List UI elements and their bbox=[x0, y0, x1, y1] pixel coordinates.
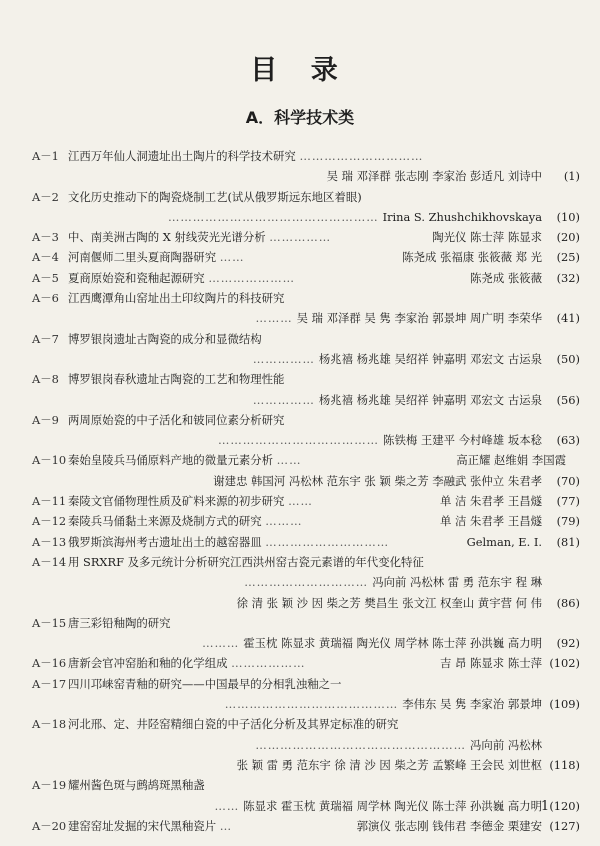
toc-entry[interactable]: A－15 唐三彩铅釉陶的研究 ……… 霍玉枕 陈显求 黄瑞福 陶光仪 周学林 陈士萍 孙洪巍 高力明 (92) bbox=[32, 613, 580, 654]
entry-page: (118) bbox=[549, 757, 580, 772]
toc-entry[interactable]: A－16 唐新会官冲窑胎和釉的化学组成 ……………… 吉 昂 陈显求 陈士萍 (102) bbox=[32, 653, 580, 673]
toc-entry[interactable]: A－14 用 SRXRF 及多元统计分析研究江西洪州窑古瓷元素谱的年代变化特征 ………………………… 冯向前 冯松林 雷 勇 范东宇 程 琳 徐 清 张 颖 沙 因 柴之芳 樊昌生 张文江 权奎山 黄宇营 何 伟 (86) bbox=[32, 552, 580, 613]
entry-code: A－14 bbox=[32, 554, 67, 569]
entry-title: 用 SRXRF 及多元统计分析研究江西洪州窑古瓷元素谱的年代变化特征 bbox=[68, 554, 424, 569]
entry-title: 四川邛崃窑青釉的研究——中国最早的分相乳浊釉之一 bbox=[68, 676, 342, 691]
entry-authors: 高正耀 赵维娟 李国霞 bbox=[456, 453, 566, 468]
entry-title: 秦始皇陵兵马俑原料产地的微量元素分析 bbox=[68, 453, 274, 468]
toc-entry[interactable]: A－19 耀州酱色斑与鹧鸪斑黑釉盏 …… 陈显求 霍玉枕 黄瑞福 周学林 陶光仪 陈士萍 孙洪巍 高力明 (120) bbox=[32, 775, 580, 816]
entry-code: A－15 bbox=[32, 615, 67, 630]
entry-title: 两周原始瓷的中子活化和铍同位素分析研究 bbox=[68, 412, 285, 427]
toc-entry[interactable]: A－9 两周原始瓷的中子活化和铍同位素分析研究 ………………………………… 陈铁梅 王建平 今村峰雄 坂本稔 (63) bbox=[32, 410, 580, 451]
entry-authors: 单 洁 朱君孝 王昌燧 bbox=[440, 494, 542, 509]
toc-entry[interactable]: A－6 江西鹰潭角山窑址出土印纹陶片的科技研究 ……… 吴 瑞 邓泽群 吴 隽 李家治 郭景坤 周广明 李荣华 (41) bbox=[32, 288, 580, 329]
toc-entry[interactable]: A－17 四川邛崃窑青釉的研究——中国最早的分相乳浊釉之一 …………………………………… 李伟东 吴 隽 李家治 郭景坤 (109) bbox=[32, 674, 580, 715]
entry-code: A－10 bbox=[32, 453, 67, 468]
entry-authors: 吉 昂 陈显求 陈士萍 bbox=[440, 656, 542, 671]
entry-page: (25) bbox=[556, 250, 580, 265]
entry-title: 江西鹰潭角山窑址出土印纹陶片的科技研究 bbox=[68, 291, 285, 306]
entry-title: 文化历史推动下的陶瓷烧制工艺(试从俄罗斯远东地区着眼) bbox=[68, 189, 362, 204]
entry-code: A－16 bbox=[32, 656, 67, 671]
entry-code: A－11 bbox=[32, 494, 67, 509]
entry-authors: 冯向前 冯松林 雷 勇 范东宇 程 琳 bbox=[372, 575, 542, 590]
entry-code: A－18 bbox=[32, 717, 67, 732]
entry-code: A－20 bbox=[32, 818, 67, 833]
entry-code: A－19 bbox=[32, 778, 67, 793]
toc-entry[interactable]: A－7 博罗银岗遗址古陶瓷的成分和显微结构 …………… 杨兆禧 杨兆雄 吴绍祥 钟嘉明 邓宏文 古运泉 (50) bbox=[32, 329, 580, 370]
entry-title: 江西万年仙人洞遗址出土陶片的科学技术研究 bbox=[68, 149, 296, 163]
entry-page: (20) bbox=[556, 230, 580, 245]
entry-code: A－2 bbox=[32, 189, 59, 204]
toc-entry[interactable]: A－4 河南偃师二里头夏商陶器研究 …… 陈尧成 张福康 张筱薇 郑 光 (25) bbox=[32, 247, 580, 267]
entry-page: (77) bbox=[556, 494, 580, 509]
entry-page: (79) bbox=[556, 514, 580, 529]
entry-title: 夏商原始瓷和瓷釉起源研究 bbox=[68, 270, 205, 285]
entry-authors: 张 颖 雷 勇 范东宇 徐 清 沙 因 柴之芳 孟繁峰 王会民 刘世枢 bbox=[236, 757, 542, 772]
toc-entry[interactable]: A－13 俄罗斯滨海州考古遗址出土的越窑器皿 ………………………… Gelman, E. I. (81) bbox=[32, 532, 580, 552]
entry-code: A－7 bbox=[32, 331, 59, 346]
toc-entry[interactable]: A－5 夏商原始瓷和瓷釉起源研究 ………………… 陈尧成 张筱薇 (32) bbox=[32, 268, 580, 288]
entry-page: (50) bbox=[556, 351, 580, 366]
entry-authors: 陈尧成 张筱薇 bbox=[470, 270, 542, 285]
entry-code: A－1 bbox=[32, 149, 59, 163]
entry-title: 唐三彩铅釉陶的研究 bbox=[68, 615, 171, 630]
entry-authors: 杨兆禧 杨兆雄 吴绍祥 钟嘉明 邓宏文 古运泉 bbox=[318, 392, 542, 407]
entry-page: (92) bbox=[556, 636, 580, 651]
entry-authors: 陈尧成 张福康 张筱薇 郑 光 bbox=[402, 250, 542, 265]
toc-entry[interactable]: A－8 博罗银岗春秋遗址古陶瓷的工艺和物理性能 …………… 杨兆禧 杨兆雄 吴绍祥 钟嘉明 邓宏文 古运泉 (56) bbox=[32, 369, 580, 410]
entry-title: 博罗银岗春秋遗址古陶瓷的工艺和物理性能 bbox=[68, 372, 285, 387]
entry-authors: 吴 瑞 邓泽群 张志刚 李家治 彭适凡 刘诗中 bbox=[326, 169, 542, 184]
toc-entry[interactable]: A－20 建窑窑址发掘的宋代黑釉瓷片 … 郭演仪 张志刚 钱伟君 李德金 栗建安 (127) bbox=[32, 816, 580, 836]
entry-page: (81) bbox=[556, 534, 580, 549]
entry-authors: 陈铁梅 王建平 今村峰雄 坂本稔 bbox=[383, 433, 542, 448]
entry-authors: Irina S. Zhushchikhovskaya bbox=[382, 209, 542, 224]
entry-page: (86) bbox=[556, 595, 580, 610]
entry-title: 秦陵文官俑物理性质及矿料来源的初步研究 bbox=[68, 494, 285, 509]
entry-code: A－8 bbox=[32, 372, 59, 387]
entry-code: A－3 bbox=[32, 230, 59, 245]
page-title: 目 录 bbox=[250, 55, 350, 86]
entry-page: (102) bbox=[549, 656, 580, 671]
entry-page: (10) bbox=[556, 209, 580, 224]
entry-page: (63) bbox=[556, 433, 580, 448]
entry-authors: 郭演仪 张志刚 钱伟君 李德金 栗建安 bbox=[356, 818, 542, 833]
entry-title: 俄罗斯滨海州考古遗址出土的越窑器皿 bbox=[68, 534, 262, 549]
toc-entry[interactable]: A－18 河北邢、定、井陉窑精细白瓷的中子活化分析及其界定标准的研究 …………………………………………… 冯向前 冯松林 张 颖 雷 勇 范东宇 徐 清 沙 因 柴之芳 孟繁峰 王会民 刘世枢 (118) bbox=[32, 714, 580, 775]
page-number: 1 bbox=[540, 799, 550, 814]
entry-authors: 陶光仪 陈士萍 陈显求 bbox=[432, 230, 542, 245]
toc-entry[interactable]: A－1 江西万年仙人洞遗址出土陶片的科学技术研究 ………………………… 吴 瑞 邓泽群 张志刚 李家治 彭适凡 刘诗中 (1) bbox=[32, 146, 580, 187]
entry-title: 河北邢、定、井陉窑精细白瓷的中子活化分析及其界定标准的研究 bbox=[68, 717, 399, 732]
entry-page: (41) bbox=[556, 311, 580, 326]
entry-code: A－12 bbox=[32, 514, 67, 529]
entry-code: A－6 bbox=[32, 291, 59, 306]
entry-page: (109) bbox=[549, 697, 580, 712]
entry-title: 耀州酱色斑与鹧鸪斑黑釉盏 bbox=[68, 778, 205, 793]
entry-code: A－17 bbox=[32, 676, 67, 691]
entry-title: 博罗银岗遗址古陶瓷的成分和显微结构 bbox=[68, 331, 262, 346]
entry-title: 河南偃师二里头夏商陶器研究 bbox=[68, 250, 217, 265]
entry-title: 中、南美洲古陶的 X 射线荧光光谱分析 bbox=[68, 230, 266, 245]
entry-authors: 谢建忠 韩国河 冯松林 范东宇 张 颖 柴之芳 李融武 张仲立 朱君孝 bbox=[213, 473, 542, 488]
entry-page: (32) bbox=[556, 270, 580, 285]
entry-authors: 李伟东 吴 隽 李家治 郭景坤 bbox=[402, 697, 542, 712]
entry-code: A－9 bbox=[32, 412, 59, 427]
entry-title: 秦陵兵马俑黏土来源及烧制方式的研究 bbox=[68, 514, 262, 529]
entry-page: (1) bbox=[563, 169, 580, 184]
toc-entry[interactable]: A－2 文化历史推动下的陶瓷烧制工艺(试从俄罗斯远东地区着眼) …………………………………………… Irina S. Zhushchikhovskaya (10) bbox=[32, 187, 580, 228]
toc-entry[interactable]: A－11 秦陵文官俑物理性质及矿料来源的初步研究 …… 单 洁 朱君孝 王昌燧 (77) bbox=[32, 491, 580, 511]
entry-page: (70) bbox=[556, 473, 580, 488]
toc-entry[interactable]: A－12 秦陵兵马俑黏土来源及烧制方式的研究 ……… 单 洁 朱君孝 王昌燧 (79) bbox=[32, 511, 580, 531]
entry-authors: 杨兆禧 杨兆雄 吴绍祥 钟嘉明 邓宏文 古运泉 bbox=[318, 351, 542, 366]
entry-authors: 徐 清 张 颖 沙 因 柴之芳 樊昌生 张文江 权奎山 黄宇营 何 伟 bbox=[236, 595, 542, 610]
entry-authors: Gelman, E. I. bbox=[466, 534, 542, 549]
entry-authors: 霍玉枕 陈显求 黄瑞福 陶光仪 周学林 陈士萍 孙洪巍 高力明 bbox=[243, 636, 542, 651]
entry-page: (56) bbox=[556, 392, 580, 407]
toc-entry[interactable]: A－10 秦始皇陵兵马俑原料产地的微量元素分析 …… 高正耀 赵维娟 李国霞 谢建忠 韩国河 冯松林 范东宇 张 颖 柴之芳 李融武 张仲立 朱君孝 (70) bbox=[32, 450, 580, 491]
section-heading: A．科学技术类 bbox=[245, 108, 355, 127]
table-of-contents bbox=[32, 146, 580, 836]
entry-authors: 吴 瑞 邓泽群 吴 隽 李家治 郭景坤 周广明 李荣华 bbox=[296, 311, 542, 326]
entry-page: (120) bbox=[549, 798, 580, 813]
entry-title: 建窑窑址发掘的宋代黑釉瓷片 bbox=[68, 818, 217, 833]
entry-authors: 陈显求 霍玉枕 黄瑞福 周学林 陶光仪 陈士萍 孙洪巍 高力明 bbox=[243, 798, 542, 813]
entry-authors: 单 洁 朱君孝 王昌燧 bbox=[440, 514, 542, 529]
entry-authors: 冯向前 冯松林 bbox=[470, 737, 542, 752]
toc-entry[interactable]: A－3 中、南美洲古陶的 X 射线荧光光谱分析 …………… 陶光仪 陈士萍 陈显求 (20) bbox=[32, 227, 580, 247]
entry-title: 唐新会官冲窑胎和釉的化学组成 bbox=[68, 656, 228, 671]
entry-code: A－4 bbox=[32, 250, 59, 265]
entry-code: A－5 bbox=[32, 270, 59, 285]
entry-page: (127) bbox=[549, 818, 580, 833]
entry-code: A－13 bbox=[32, 534, 67, 549]
